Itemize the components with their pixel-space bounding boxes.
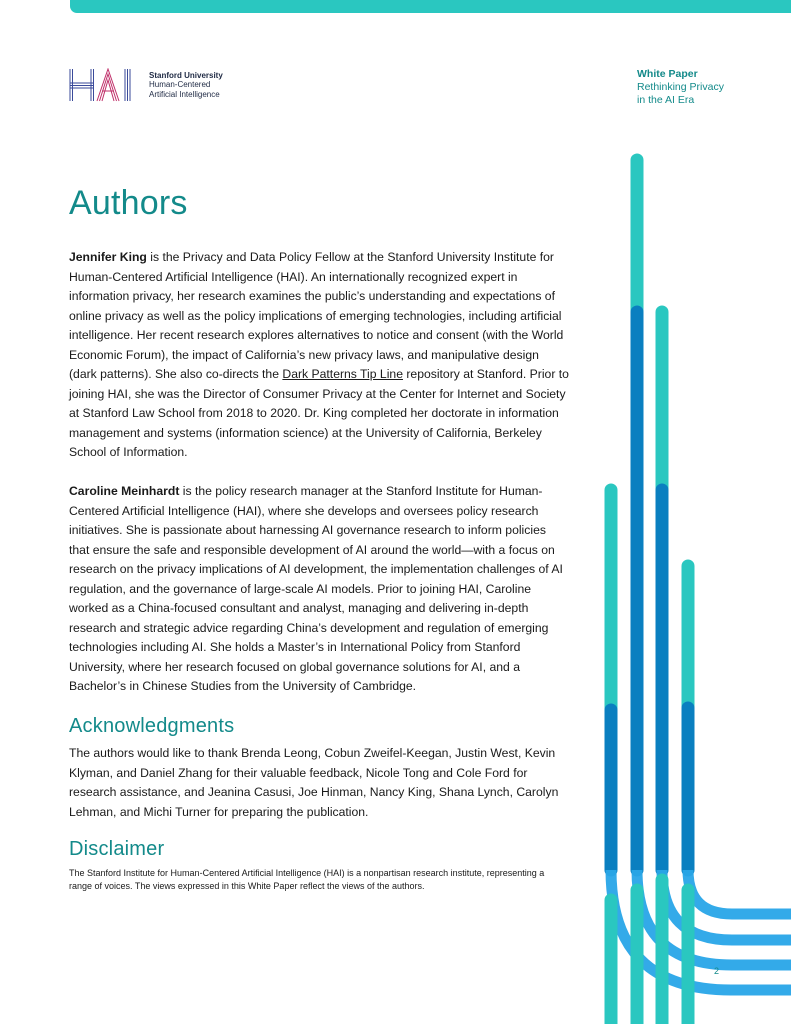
bio-text: is the Privacy and Data Policy Fellow at the Stanford University Institute for Human-Centered Artificial Intelligence (HAI). An internationally recognized expert in information privacy, her research examines the public’s understanding and expectations of online privacy as well as the policy implications of emerging technologies, including artificial intelligence. Her recent research explores alternatives to notice and consent (with the World Economic Forum), the impact of California’s new privacy laws, and manipulative design (dark patterns). She also co-directs the bbox=[69, 250, 564, 381]
logo-org-line1: Stanford University bbox=[149, 70, 223, 80]
disclaimer-heading: Disclaimer bbox=[69, 838, 165, 860]
doc-title-line2: in the AI Era bbox=[637, 94, 695, 106]
dark-patterns-tip-line-link[interactable]: Dark Patterns Tip Line bbox=[282, 367, 403, 381]
author-name: Jennifer King bbox=[69, 250, 147, 264]
doc-type: White Paper bbox=[637, 68, 698, 80]
logo-org-line2: Human-Centered bbox=[149, 80, 211, 90]
disclaimer-text: The Stanford Institute for Human-Centered Artificial Intelligence (HAI) is a nonpartisan research institute, representing a range of voices. The views expressed in this White Paper reflect the views of the authors. bbox=[69, 867, 545, 891]
doc-title-line1: Rethinking Privacy bbox=[637, 81, 724, 93]
author-name: Caroline Meinhardt bbox=[69, 484, 180, 498]
acknowledgments-heading: Acknowledgments bbox=[69, 714, 235, 737]
page-number: 2 bbox=[714, 966, 720, 976]
decor-curve-3 bbox=[662, 870, 791, 940]
bio-text: repository at Stanford. Prior to joining HAI, she was the Director of Consumer Privacy at the Center for Internet and Society at Stanford Law School from 2018 to 2020. Dr. King completed her doctorate in information management and systems (information science) at the University of California, Berkeley School of Information. bbox=[69, 367, 569, 459]
acknowledgments-text: The authors would like to thank Brenda Leong, Cobun Zweifel-Keegan, Justin West, Kevin Klyman, and Daniel Zhang for their valuable feedback, Nicole Tong and Cole Ford for research assistance, and Jeanina Casusi, Joe Hinman, Nancy King, Shana Lynch, Carolyn Lehman, and Michi Turner for preparing the publication. bbox=[69, 746, 559, 819]
page-title: Authors bbox=[69, 184, 188, 222]
logo-org-line3: Artificial Intelligence bbox=[149, 89, 220, 99]
decor-curve-4 bbox=[688, 870, 791, 914]
bio-text: is the policy research manager at the Stanford Institute for Human-Centered Artificial Intelligence (HAI), where she develops and oversees policy research initiatives. She is passionate about harnessing AI governance research to inform policies that ensure the safe and responsible development of AI around the world—with a focus on research on the privacy implications of AI development, the implementation challenges of AI regulation, and the governance of large-scale AI models. Prior to joining HAI, Caroline worked as a China-focused consultant and analyst, managing and delivering in-depth research and strategic advice regarding China’s development and regulation of emerging technologies including AI. She holds a Master’s in International Policy from Stanford University, where her research focused on global governance solutions for AI, and a Bachelor’s in Chinese Studies from the University of Cambridge. bbox=[69, 484, 563, 693]
